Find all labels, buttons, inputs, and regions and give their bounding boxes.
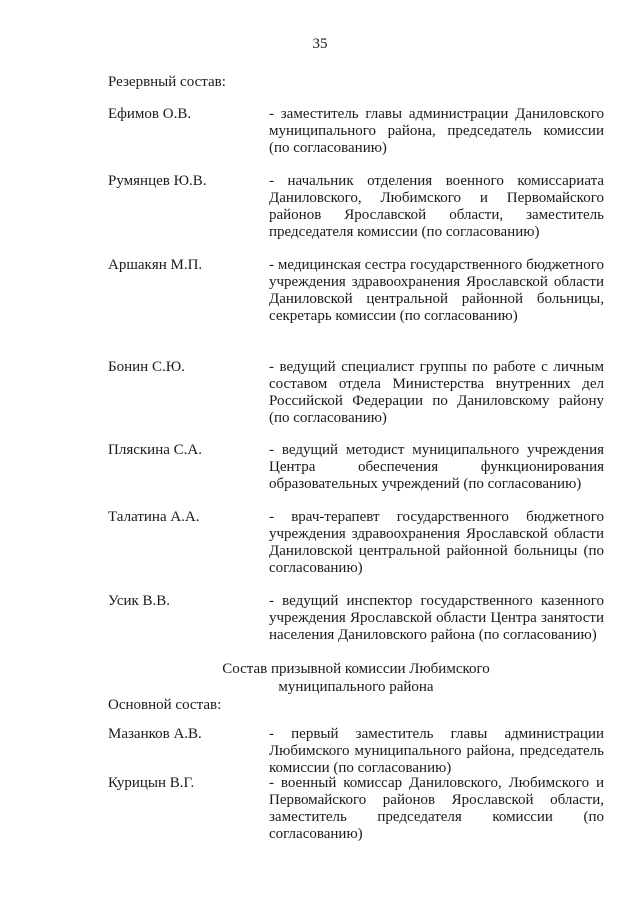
member-role: - военный комиссар Даниловского, Любимского и Первомайского районов Ярославской области, заместитель председателя комиссии (по согласованию) <box>269 775 604 842</box>
member-role: - ведущий специалист группы по работе с личным составом отдела Министерства внутренних дел Российской Федерации по Даниловскому району (по согласованию) <box>269 359 604 426</box>
reserve-section-label: Резервный состав: <box>108 74 226 90</box>
member-name: Аршакян М.П. <box>108 257 203 273</box>
commission-heading-line: Состав призывной комиссии Любимского <box>222 661 490 677</box>
member-name: Румянцев Ю.В. <box>108 173 207 189</box>
page-number: 35 <box>312 36 328 52</box>
member-role: - первый заместитель главы администрации Любимского муниципального района, председатель комиссии (по согласованию) <box>269 726 604 776</box>
member-role: - медицинская сестра государственного бюджетного учреждения здравоохранения Ярославской области Даниловской центральной районной больницы, секретарь комиссии (по согласованию) <box>269 257 604 324</box>
member-name: Усик В.В. <box>108 593 171 609</box>
main-section-label: Основной состав: <box>108 697 222 713</box>
member-role: - ведущий методист муниципального учреждения Центра обеспечения функционирования образовательных учреждений (по согласованию) <box>269 442 604 492</box>
member-name: Бонин С.Ю. <box>108 359 185 375</box>
member-role: - заместитель главы администрации Даниловского муниципального района, председатель комиссии (по согласованию) <box>269 106 604 156</box>
member-name: Пляскина С.А. <box>108 442 202 458</box>
member-name: Мазанков А.В. <box>108 726 202 742</box>
member-role: - начальник отделения военного комиссариата Даниловского, Любимского и Первомайского районов Ярославской области, заместитель председателя комиссии (по согласованию) <box>269 173 604 240</box>
member-role: - ведущий инспектор государственного казенного учреждения Ярославской области Центра занятости населения Даниловского района (по согласованию) <box>269 593 604 643</box>
commission-heading <box>108 660 604 696</box>
member-name: Ефимов О.В. <box>108 106 192 122</box>
member-name: Талатина А.А. <box>108 509 200 525</box>
commission-heading-line: муниципального района <box>278 679 434 695</box>
member-name: Курицын В.Г. <box>108 775 195 791</box>
member-role: - врач-терапевт государственного бюджетного учреждения здравоохранения Ярославской области Даниловской центральной районной больницы (по согласованию) <box>269 509 604 576</box>
